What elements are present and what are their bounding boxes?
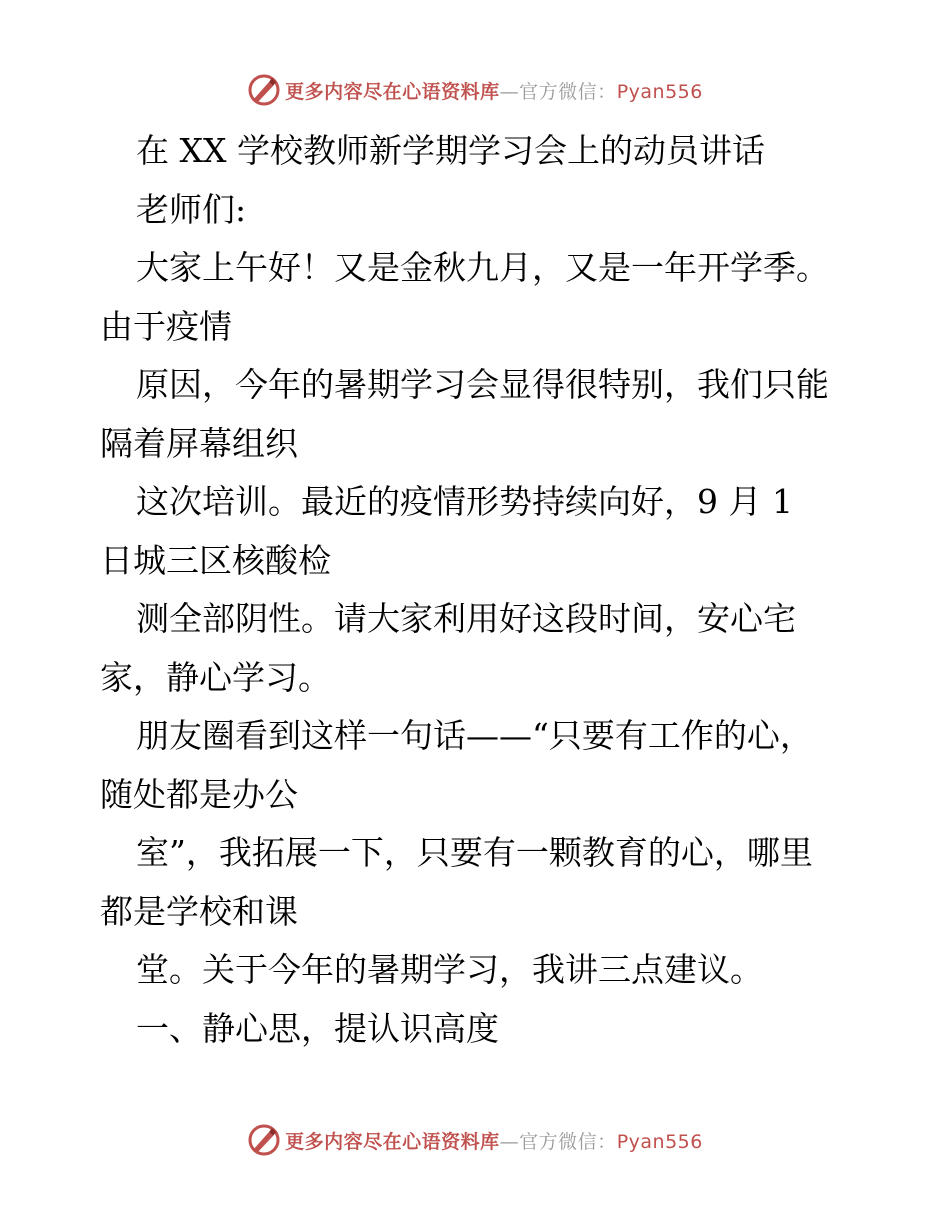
watermark-official-label: 官方微信：	[519, 80, 617, 103]
document-body	[100, 122, 860, 1058]
paragraph-line: 大家上午好！又是金秋九月，又是一年开学季。	[136, 248, 829, 287]
watermark-brand-text: 更多内容尽在心语资料库	[285, 80, 500, 103]
paragraph-line: 随处都是办公	[100, 774, 298, 814]
watermark-header	[0, 70, 950, 110]
paragraph-line: 堂。关于今年的暑期学习，我讲三点建议。	[136, 950, 763, 989]
section-heading: 一、静心思，提认识高度	[136, 1008, 499, 1048]
document-title: 在 XX 学校教师新学期学习会上的动员讲话	[136, 131, 765, 170]
red-pen-circle-logo-icon	[247, 1123, 281, 1157]
watermark-separator: —	[499, 1130, 520, 1153]
paragraph-line: 朋友圈看到这样一句话——“只要有工作的心，	[136, 716, 813, 755]
paragraph-line: 测全部阴性。请大家利用好这段时间，安心宅	[136, 599, 796, 638]
red-pen-circle-logo-icon	[247, 73, 281, 107]
paragraph-line: 原因，今年的暑期学习会显得很特别，我们只能	[136, 365, 829, 404]
watermark-wechat-id: Pyan556	[616, 1130, 703, 1153]
salutation: 老师们:	[136, 189, 247, 229]
watermark-text	[285, 1127, 703, 1154]
watermark-footer	[0, 1120, 950, 1160]
paragraph-line: 都是学校和课	[100, 891, 298, 931]
paragraph-line: 隔着屏幕组织	[100, 423, 298, 463]
watermark-brand-text: 更多内容尽在心语资料库	[285, 1130, 500, 1153]
watermark-separator: —	[499, 80, 520, 103]
paragraph-line: 家，静心学习。	[100, 657, 331, 697]
paragraph-line: 这次培训。最近的疫情形势持续向好，9 月 1	[136, 482, 793, 521]
paragraph-line: 由于疫情	[100, 306, 232, 346]
watermark-wechat-id: Pyan556	[616, 80, 703, 103]
watermark-official-label: 官方微信：	[519, 1130, 617, 1153]
watermark-text	[285, 77, 703, 104]
paragraph-line: 室”，我拓展一下，只要有一颗教育的心，哪里	[136, 833, 813, 872]
paragraph-line: 日城三区核酸检	[100, 540, 331, 580]
